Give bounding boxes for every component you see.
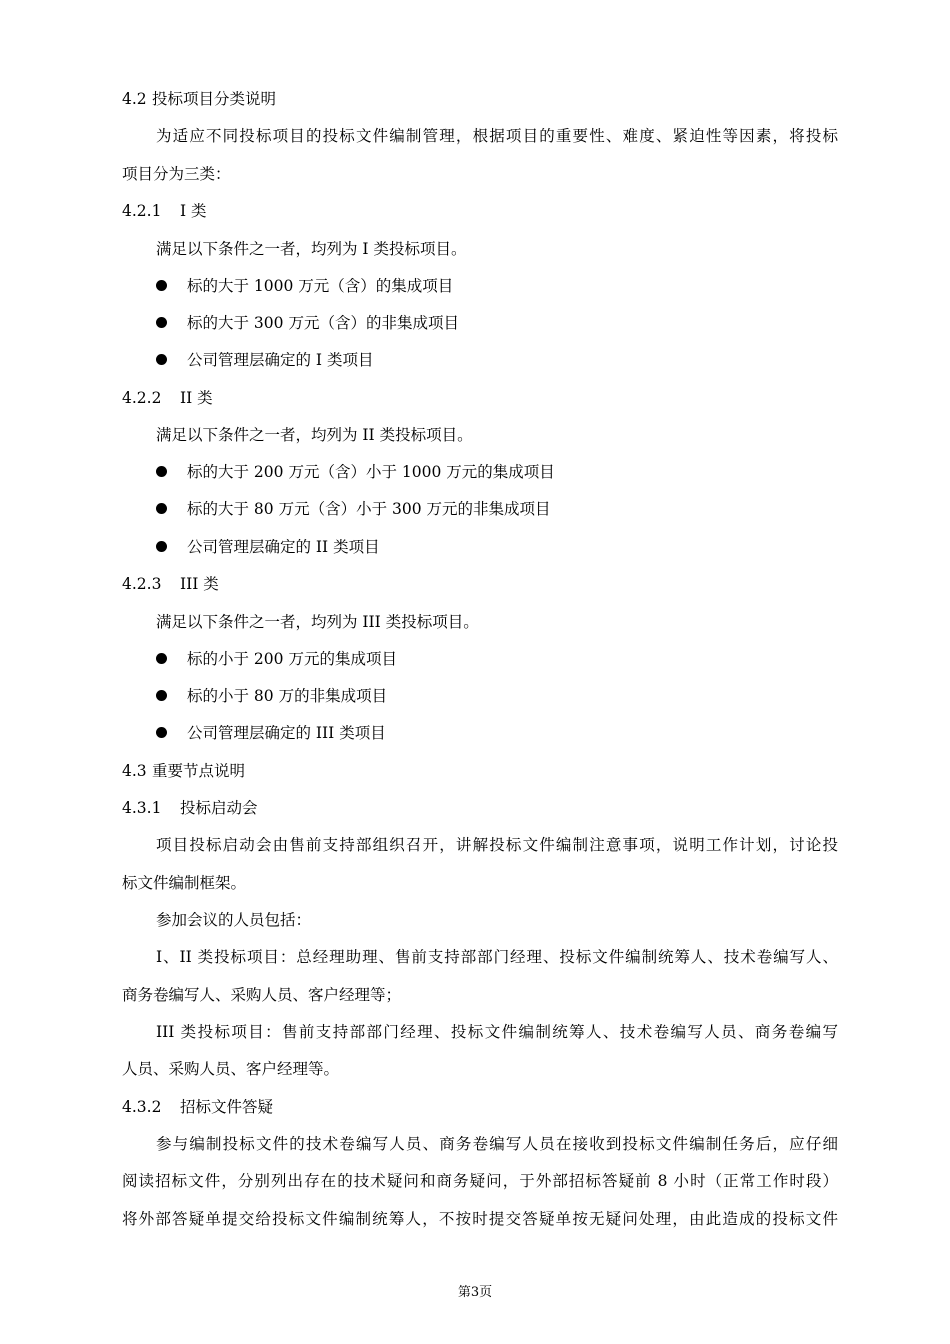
list-item-text: 标的小于 80 万的非集成项目 — [187, 687, 388, 705]
section-heading-4-2-3 — [122, 574, 219, 594]
section-number: 4.3.2 — [122, 1098, 162, 1116]
section-title: III 类 — [180, 575, 219, 593]
bullet-icon — [156, 503, 167, 514]
section-number: 4.3 — [122, 762, 147, 780]
page-number: 第3页 — [457, 1285, 493, 1300]
paragraph-line: 项目投标启动会由售前支持部组织召开，讲解投标文件编制注意事项，说明工作计划，讨论投 — [156, 836, 838, 854]
list-item-text: 公司管理层确定的 II 类项目 — [187, 538, 380, 556]
list-item — [156, 686, 387, 706]
list-item — [156, 313, 459, 333]
list-item-text: 标的大于 1000 万元（含）的集成项目 — [187, 277, 454, 295]
paragraph-line: I、II 类投标项目：总经理助理、售前支持部部门经理、投标文件编制统筹人、技术卷编写人、 — [156, 948, 838, 966]
list-item — [156, 649, 397, 669]
paragraph-line: 人员、采购人员、客户经理等。 — [122, 1060, 340, 1078]
list-item — [156, 723, 386, 743]
list-item-text: 标的大于 80 万元（含）小于 300 万元的非集成项目 — [187, 500, 551, 518]
section-title: II 类 — [180, 389, 213, 407]
paragraph-line: 商务卷编写人、采购人员、客户经理等； — [122, 986, 402, 1004]
section-heading-4-3-2 — [122, 1097, 273, 1117]
section-heading-4-2 — [122, 89, 276, 109]
paragraph-line: 阅读招标文件，分别列出存在的技术疑问和商务疑问，于外部招标答疑前 8 小时（正常工作时段） — [122, 1172, 838, 1190]
paragraph-line: 参与编制投标文件的技术卷编写人员、商务卷编写人员在接收到投标文件编制任务后，应仔细 — [156, 1135, 838, 1153]
section-number: 4.2.3 — [122, 575, 162, 593]
paragraph-line: 满足以下条件之一者，均列为 I 类投标项目。 — [156, 240, 467, 258]
bullet-icon — [156, 354, 167, 365]
paragraph-line: 满足以下条件之一者，均列为 II 类投标项目。 — [156, 426, 473, 444]
list-item — [156, 537, 380, 557]
list-item-text: 标的大于 300 万元（含）的非集成项目 — [187, 314, 459, 332]
list-item — [156, 350, 373, 370]
section-heading-4-2-1 — [122, 201, 207, 221]
list-item — [156, 462, 555, 482]
section-number: 4.3.1 — [122, 799, 162, 817]
bullet-icon — [156, 280, 167, 291]
section-heading-4-3 — [122, 761, 245, 781]
section-title: 招标文件答疑 — [180, 1098, 274, 1116]
list-item-text: 标的大于 200 万元（含）小于 1000 万元的集成项目 — [187, 463, 555, 481]
paragraph-line: 参加会议的人员包括： — [156, 911, 312, 929]
bullet-icon — [156, 466, 167, 477]
section-title: 投标启动会 — [180, 799, 258, 817]
list-item — [156, 499, 551, 519]
list-item-text: 公司管理层确定的 I 类项目 — [187, 351, 374, 369]
section-title: 重要节点说明 — [152, 762, 246, 780]
paragraph-line: 满足以下条件之一者，均列为 III 类投标项目。 — [156, 613, 479, 631]
section-number: 4.2.1 — [122, 202, 162, 220]
section-title: 投标项目分类说明 — [152, 90, 277, 108]
paragraph-line: III 类投标项目：售前支持部部门经理、投标文件编制统筹人、技术卷编写人员、商务卷编写 — [156, 1023, 838, 1041]
section-title: I 类 — [180, 202, 207, 220]
section-heading-4-2-2 — [122, 388, 213, 408]
section-number: 4.2.2 — [122, 389, 162, 407]
section-heading-4-3-1 — [122, 798, 258, 818]
bullet-icon — [156, 653, 167, 664]
section-number: 4.2 — [122, 90, 147, 108]
paragraph-line: 将外部答疑单提交给投标文件编制统筹人，不按时提交答疑单按无疑问处理，由此造成的投标文件 — [122, 1210, 838, 1228]
bullet-icon — [156, 690, 167, 701]
list-item — [156, 276, 453, 296]
paragraph-line: 为适应不同投标项目的投标文件编制管理，根据项目的重要性、难度、紧迫性等因素，将投标 — [156, 127, 838, 145]
paragraph-line: 项目分为三类： — [122, 165, 231, 183]
list-item-text: 公司管理层确定的 III 类项目 — [187, 724, 386, 742]
bullet-icon — [156, 727, 167, 738]
list-item-text: 标的小于 200 万元的集成项目 — [187, 650, 397, 668]
bullet-icon — [156, 317, 167, 328]
paragraph-line: 标文件编制框架。 — [122, 874, 247, 892]
bullet-icon — [156, 541, 167, 552]
